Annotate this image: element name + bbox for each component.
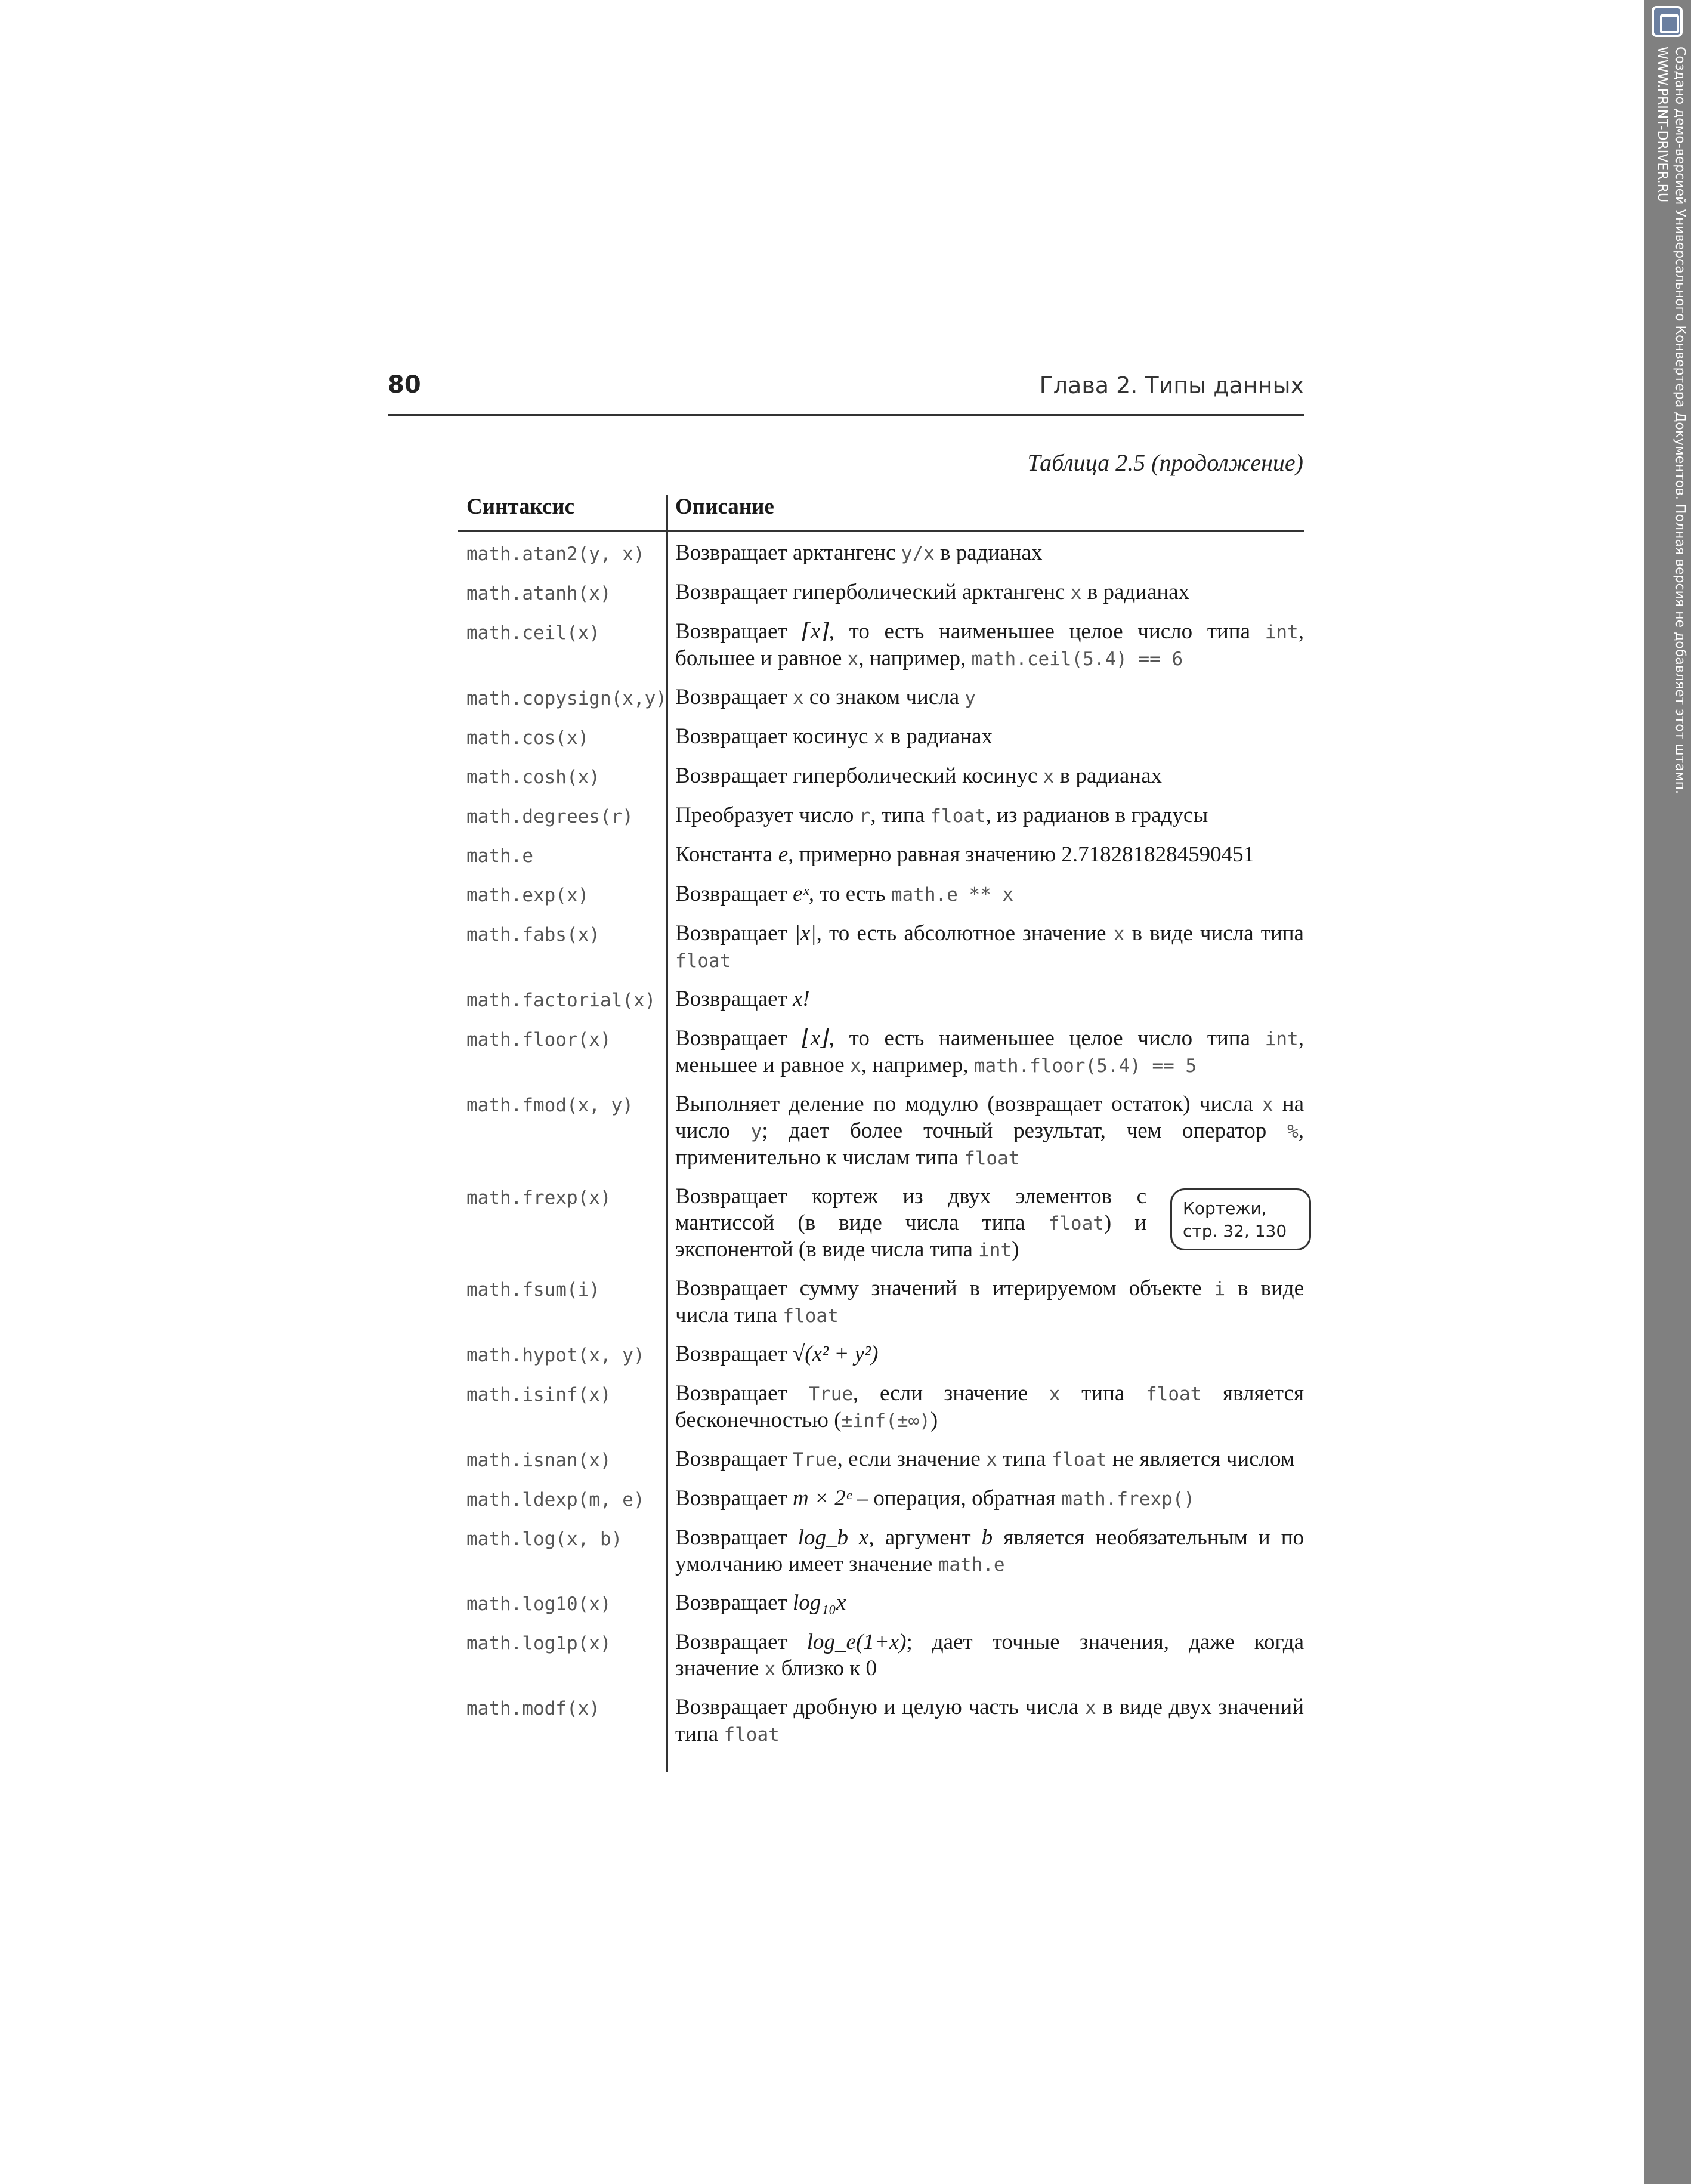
code: int (1265, 622, 1299, 643)
description-cell (667, 920, 1304, 974)
functions-table (458, 490, 1304, 1754)
description-cell (667, 1446, 1304, 1473)
text: Возвращает арктангенс (675, 540, 901, 565)
description-cell (667, 1184, 1311, 1264)
math: log_e(1+x) (806, 1630, 907, 1654)
code: x (986, 1449, 997, 1471)
syntax-cell: math.cos(x) (466, 727, 589, 749)
description-cell (667, 1275, 1304, 1329)
description-cell (667, 540, 1304, 567)
text: в виде числа типа (675, 1276, 1304, 1327)
cross-reference-note: Кортежи, стр. 32, 130 (1170, 1188, 1311, 1250)
table-row (458, 718, 1304, 757)
code: x (873, 727, 885, 748)
text: Возвращает (675, 1381, 809, 1405)
math: log₁₀x (792, 1590, 846, 1615)
math: eˣ (792, 882, 809, 906)
code: % (1287, 1121, 1299, 1142)
watermark-line-2: WWW.PRINT-DRIVER.RU (1655, 47, 1670, 203)
table-header (458, 490, 1304, 532)
table-row (458, 678, 1304, 718)
text: Возвращает (675, 1630, 807, 1654)
syntax-cell: math.frexp(x) (466, 1187, 611, 1209)
syntax-cell: math.cosh(x) (466, 767, 600, 788)
description-cell (667, 1590, 1304, 1616)
code: math.ceil(5.4) == 6 (971, 648, 1183, 670)
table-row (458, 613, 1304, 678)
text: в радианах (934, 540, 1043, 565)
text: , например, (858, 646, 972, 671)
text: , то есть абсолютное значение (816, 921, 1114, 946)
table-row (458, 1269, 1304, 1335)
description-cell (667, 1091, 1304, 1172)
text: Возвращает (675, 1026, 802, 1051)
text: в радианах (885, 724, 993, 749)
table-row (458, 1584, 1304, 1623)
code: float (783, 1305, 839, 1327)
description-cell (667, 1629, 1304, 1682)
code: True (792, 1449, 837, 1471)
text: Выполняет деление по модулю (возвращает остаток) числа (675, 1092, 1262, 1116)
code: float (1048, 1213, 1104, 1234)
syntax-cell: math.ceil(x) (466, 622, 600, 644)
description-cell (667, 986, 1304, 1012)
math: √(x² + y²) (792, 1342, 879, 1366)
text: Возвращает (675, 987, 793, 1011)
description-cell (667, 1380, 1304, 1434)
text: Возвращает (675, 921, 795, 946)
code: y (964, 687, 976, 709)
text: , например, (861, 1053, 974, 1077)
syntax-cell: math.log1p(x) (466, 1633, 611, 1654)
code: float (1051, 1449, 1107, 1471)
table-row (458, 1688, 1304, 1754)
table-row (458, 796, 1304, 836)
math: b (981, 1525, 993, 1550)
code: math.e ** x (891, 884, 1014, 906)
text: , то есть наименьшее целое число типа (829, 1026, 1265, 1051)
page-number: 80 (388, 371, 421, 399)
text: близко к 0 (775, 1656, 877, 1681)
text: Возвращает гиперболический косинус (675, 764, 1043, 788)
text: Возвращает (675, 882, 793, 906)
code: x (1043, 766, 1055, 787)
text: , из радианов в градусы (985, 803, 1208, 827)
table-row (458, 980, 1304, 1020)
text: Возвращает (675, 1590, 793, 1615)
description-cell (667, 1525, 1304, 1578)
syntax-cell: math.isnan(x) (466, 1450, 611, 1471)
description-cell (667, 684, 1304, 711)
text: , если значение (837, 1447, 987, 1471)
math: |x| (794, 921, 817, 946)
text: Возвращает дробную и целую часть числа (675, 1695, 1085, 1719)
code: x (1084, 1697, 1096, 1719)
table-row (458, 1623, 1304, 1688)
text: не является числом (1106, 1447, 1295, 1471)
table-row (458, 1440, 1304, 1479)
math: log_b x (797, 1525, 869, 1550)
syntax-cell: math.floor(x) (466, 1029, 611, 1051)
table-row (458, 1519, 1304, 1584)
text: Возвращает гиперболический арктангенс (675, 580, 1071, 604)
code: float (724, 1724, 780, 1746)
syntax-cell: math.fmod(x, y) (466, 1095, 633, 1116)
code: math.frexp() (1061, 1488, 1195, 1510)
text: Возвращает (675, 619, 802, 644)
description-cell (667, 1025, 1304, 1079)
text: Возвращает (675, 1486, 793, 1510)
math: m × 2ᵉ (792, 1486, 852, 1510)
code: x (1070, 582, 1082, 604)
text: Возвращает сумму значений в итерируемом объекте (675, 1276, 1214, 1300)
column-header-syntax: Синтаксис (466, 495, 575, 519)
converter-logo-icon (1652, 6, 1683, 37)
text: ) и экспонентой (в виде числа типа (675, 1210, 1146, 1262)
text: , большее и равное (675, 619, 1304, 671)
description-cell (667, 619, 1304, 672)
frexp-wrap (675, 1184, 1311, 1264)
math: x! (792, 987, 810, 1011)
syntax-cell: math.factorial(x) (466, 990, 656, 1011)
syntax-cell: math.fabs(x) (466, 924, 600, 946)
code: math.floor(5.4) == 5 (973, 1055, 1197, 1077)
table-caption: Таблица 2.5 (продолжение) (1027, 449, 1303, 476)
syntax-cell: math.hypot(x, y) (466, 1345, 645, 1366)
code: float (1146, 1383, 1202, 1405)
text: ) (1012, 1237, 1019, 1262)
math: e (778, 842, 789, 867)
text: ) (930, 1408, 938, 1432)
description-cell (667, 1694, 1304, 1748)
syntax-cell: math.log(x, b) (466, 1528, 623, 1550)
syntax-cell: math.copysign(x,y) (466, 688, 667, 709)
text: в виде двух значений типа (675, 1695, 1304, 1746)
code: float (675, 950, 731, 972)
description-cell (667, 763, 1304, 790)
syntax-cell: math.atan2(y, x) (466, 543, 645, 565)
description-cell (667, 1341, 1304, 1367)
table-row (458, 915, 1304, 980)
text: ; дает более точный результат, чем оператор (762, 1119, 1288, 1143)
text: в радианах (1054, 764, 1163, 788)
syntax-cell: math.exp(x) (466, 885, 589, 906)
text: Преобразует число (675, 803, 860, 827)
column-header-description: Описание (675, 495, 774, 519)
table-row (458, 875, 1304, 915)
description-cell (667, 1485, 1304, 1512)
text: , типа (870, 803, 930, 827)
text: является необязательным и по умолчанию имеет значение (675, 1525, 1304, 1576)
code: True (808, 1383, 854, 1405)
text: Константа (675, 842, 778, 867)
text: Возвращает косинус (675, 724, 874, 749)
text: типа (997, 1447, 1052, 1471)
description-cell (667, 881, 1304, 908)
math: ⌊x⌋ (802, 1026, 829, 1051)
description-cell (667, 842, 1304, 868)
text: типа (1060, 1381, 1146, 1405)
watermark-line-1: Создано демо-версией Универсального Конвертера Документов. Полная версия не добавляет этот штамп. (1673, 47, 1687, 794)
syntax-cell: math.isinf(x) (466, 1384, 611, 1405)
text: Возвращает (675, 1525, 798, 1550)
table-row (458, 1178, 1304, 1269)
text: со знаком числа (803, 685, 965, 709)
code: float (930, 805, 986, 827)
text: Возвращает (675, 685, 793, 709)
text: Возвращает (675, 1447, 793, 1471)
math: ⌈x⌉ (802, 619, 829, 644)
syntax-cell: math.e (466, 845, 533, 867)
table-row (458, 1479, 1304, 1519)
code: y/x (901, 543, 935, 564)
code: int (978, 1240, 1012, 1261)
text: ; дает точные значения, даже когда значение (675, 1630, 1304, 1681)
chapter-title: Глава 2. Типы данных (1039, 372, 1304, 399)
text: – операция, обратная (851, 1486, 1062, 1510)
description-cell (667, 802, 1304, 829)
table-row (458, 1085, 1304, 1178)
code: x (849, 1055, 861, 1077)
syntax-cell: math.degrees(r) (466, 806, 633, 827)
description-cell (667, 579, 1304, 606)
table-row (458, 1335, 1304, 1374)
text: , аргумент (868, 1525, 982, 1550)
watermark-text (1653, 47, 1689, 794)
table-row (458, 573, 1304, 613)
syntax-cell: math.modf(x) (466, 1698, 600, 1719)
code: x (1113, 923, 1125, 945)
table-row (458, 757, 1304, 796)
code: r (859, 805, 871, 827)
text: , примерно равная значению 2.7182818284590451 (788, 842, 1255, 867)
text: в виде числа типа (1124, 921, 1304, 946)
running-header (388, 371, 1304, 416)
text: , применительно к числам типа (675, 1119, 1304, 1170)
code: float (964, 1148, 1020, 1169)
text: , то есть наименьшее целое число типа (829, 619, 1265, 644)
text: в радианах (1081, 580, 1190, 604)
code: ±inf(±∞) (841, 1410, 930, 1432)
text: , меньшее и равное (675, 1026, 1304, 1077)
text: Возвращает кортеж из двух элементов с мантиссой (в виде числа типа (675, 1184, 1146, 1235)
text: Возвращает (675, 1342, 793, 1366)
table-row (458, 1374, 1304, 1440)
syntax-cell: math.log10(x) (466, 1593, 611, 1615)
text: , если значение (853, 1381, 1049, 1405)
description-text (675, 1184, 1146, 1264)
code: x (1049, 1383, 1061, 1405)
code: x (1262, 1094, 1273, 1116)
code: y (750, 1121, 762, 1142)
code: int (1265, 1028, 1299, 1050)
text: является бесконечностью ( (675, 1381, 1304, 1432)
text: на число (675, 1092, 1304, 1143)
code: x (847, 648, 859, 670)
syntax-cell: math.ldexp(m, e) (466, 1489, 645, 1510)
code: i (1214, 1278, 1226, 1300)
table-row (458, 1020, 1304, 1085)
syntax-cell: math.atanh(x) (466, 583, 611, 604)
table-row (458, 836, 1304, 875)
text: , то есть (808, 882, 891, 906)
watermark-sidebar (1644, 0, 1691, 2184)
code: math.e (938, 1554, 1005, 1576)
description-cell (667, 724, 1304, 750)
table-row (458, 532, 1304, 573)
syntax-cell: math.fsum(i) (466, 1279, 600, 1300)
code: x (792, 687, 804, 709)
code: x (764, 1658, 776, 1680)
